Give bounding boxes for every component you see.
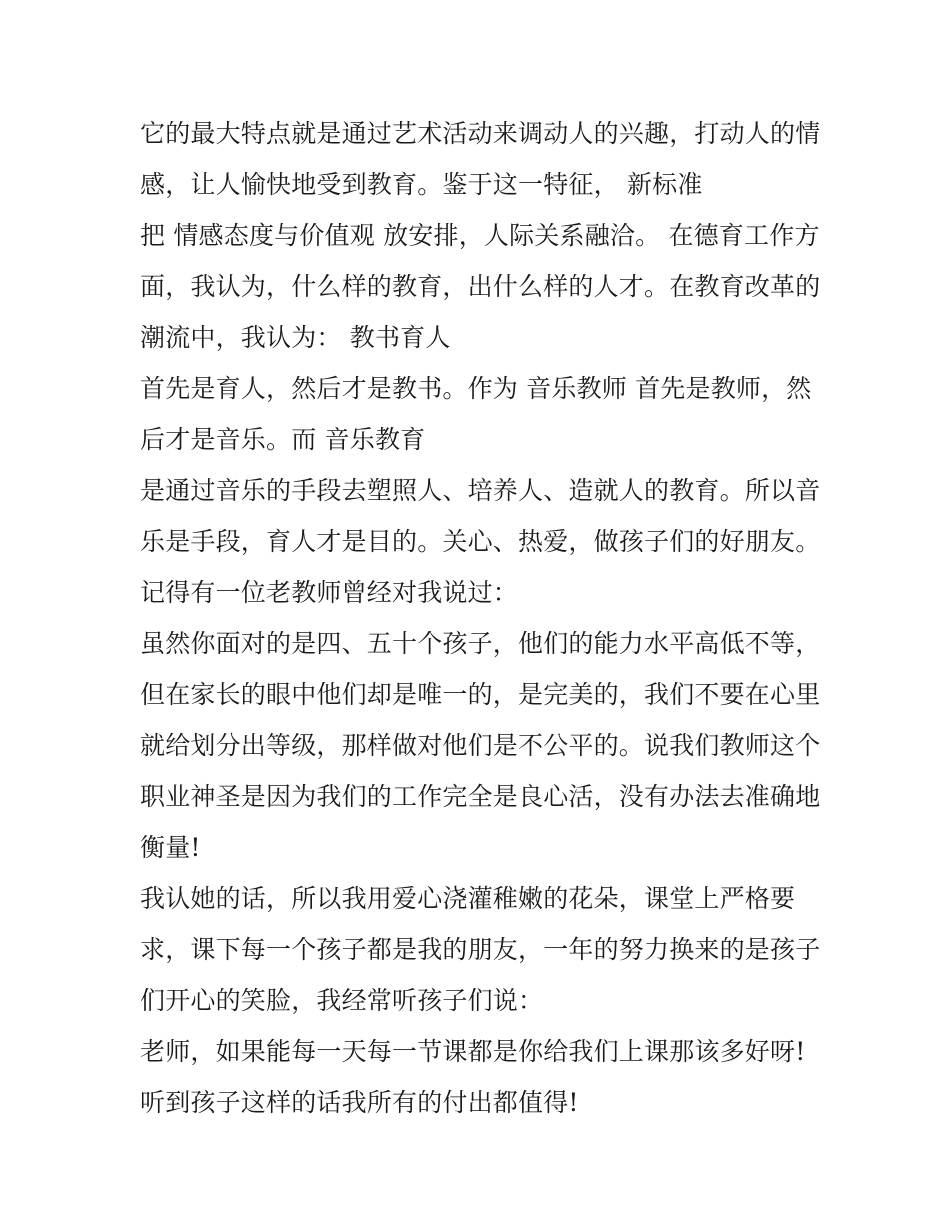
text-line-11: 虽然你面对的是四、五十个孩子，他们的能力水平高低不等， (140, 629, 820, 658)
text-line-15: 衡量! (140, 833, 201, 862)
text-line-16: 我认她的话，所以我用爱心浇灌稚嫩的花朵，课堂上严格要 (140, 884, 796, 913)
text-line-3: 把 情感态度与价值观 放安排，人际关系融洽。 在德育工作方 (140, 221, 820, 250)
text-line-10: 记得有一位老教师曾经对我说过： (140, 578, 519, 607)
text-line-7: 后才是音乐。而 音乐教育 (140, 425, 426, 454)
text-line-6: 首先是育人，然后才是教书。作为 音乐教师 首先是教师，然 (140, 374, 812, 403)
text-line-19: 老师，如果能每一天每一节课都是你给我们上课那该多好呀! (140, 1037, 806, 1066)
text-line-17: 求，课下每一个孩子都是我的朋友，一年的努力换来的是孩子 (140, 935, 820, 964)
text-line-9: 乐是手段，育人才是目的。关心、热爱，做孩子们的好朋友。 (140, 527, 820, 556)
text-line-8: 是通过音乐的手段去塑照人、培养人、造就人的教育。所以音 (140, 476, 820, 505)
text-line-18: 们开心的笑脸，我经常听孩子们说： (140, 986, 544, 1015)
text-line-14: 职业神圣是因为我们的工作完全是良心活，没有办法去准确地 (140, 782, 820, 811)
text-line-20: 听到孩子这样的话我所有的付出都值得! (140, 1088, 579, 1117)
text-line-2: 感，让人愉快地受到教育。鉴于这一特征， 新标准 (140, 170, 703, 199)
text-line-12: 但在家长的眼中他们却是唯一的，是完美的，我们不要在心里 (140, 680, 820, 709)
text-line-5: 潮流中，我认为： 教书育人 (140, 323, 451, 352)
text-line-13: 就给划分出等级，那样做对他们是不公平的。说我们教师这个 (140, 731, 820, 760)
document-body (140, 108, 820, 1128)
text-line-4: 面，我认为，什么样的教育，出什么样的人才。在教育改革的 (140, 272, 820, 301)
text-line-1: 它的最大特点就是通过艺术活动来调动人的兴趣，打动人的情 (140, 119, 820, 148)
